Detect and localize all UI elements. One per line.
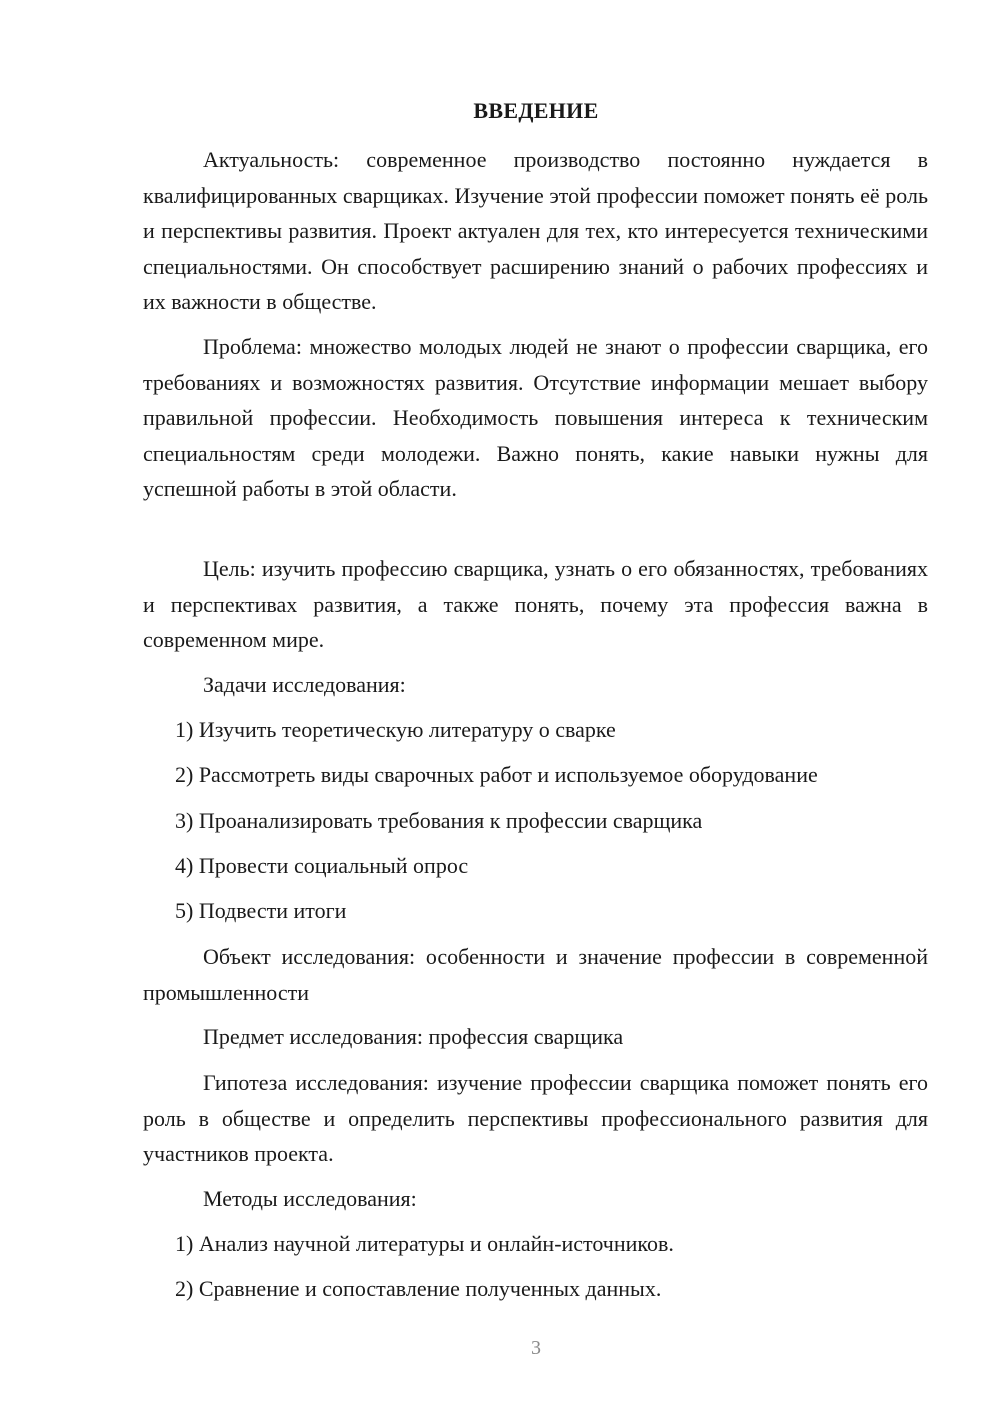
method-item: 1) Анализ научной литературы и онлайн-источников. <box>175 1231 674 1256</box>
tasks-heading: Задачи исследования: <box>203 672 406 697</box>
page-title: ВВЕДЕНИЕ <box>473 98 599 123</box>
task-item: 2) Рассмотреть виды сварочных работ и используемое оборудование <box>175 762 818 787</box>
task-item: 3) Проанализировать требования к профессии сварщика <box>175 808 703 833</box>
hypothesis-paragraph: Гипотеза исследования: изучение профессии сварщика поможет понять его роль в обществе и определить перспективы профессионального развития для участников проекта. <box>143 1070 928 1166</box>
problem-paragraph: Проблема: множество молодых людей не знают о профессии сварщика, его требованиях и возможностях развития. Отсутствие информации мешает выбору правильной профессии. Необходимость повышения интереса к техническим специальностям среди молодежи. Важно понять, какие навыки нужны для успешной работы в этой области. <box>143 334 928 501</box>
task-item: 5) Подвести итоги <box>175 898 347 923</box>
task-item: 4) Провести социальный опрос <box>175 853 469 878</box>
object-paragraph: Объект исследования: особенности и значение профессии в современной промышленности <box>143 944 928 1005</box>
task-item: 1) Изучить теоретическую литературу о сварке <box>175 717 616 742</box>
goal-paragraph: Цель: изучить профессию сварщика, узнать о его обязанностях, требованиях и перспективах развития, а также понять, почему эта профессия важна в современном мире. <box>143 556 928 652</box>
methods-heading: Методы исследования: <box>203 1186 417 1211</box>
subject-paragraph: Предмет исследования: профессия сварщика <box>203 1024 624 1049</box>
page-number: 3 <box>531 1337 541 1359</box>
method-item: 2) Сравнение и сопоставление полученных данных. <box>175 1276 662 1301</box>
relevance-paragraph: Актуальность: современное производство постоянно нуждается в квалифицированных сварщиках. Изучение этой профессии поможет понять её роль и перспективы развития. Проект актуален для тех, кто интересуется техническими специальностями. Он способствует расширению знаний о рабочих профессиях и их важности в обществе. <box>143 147 928 314</box>
